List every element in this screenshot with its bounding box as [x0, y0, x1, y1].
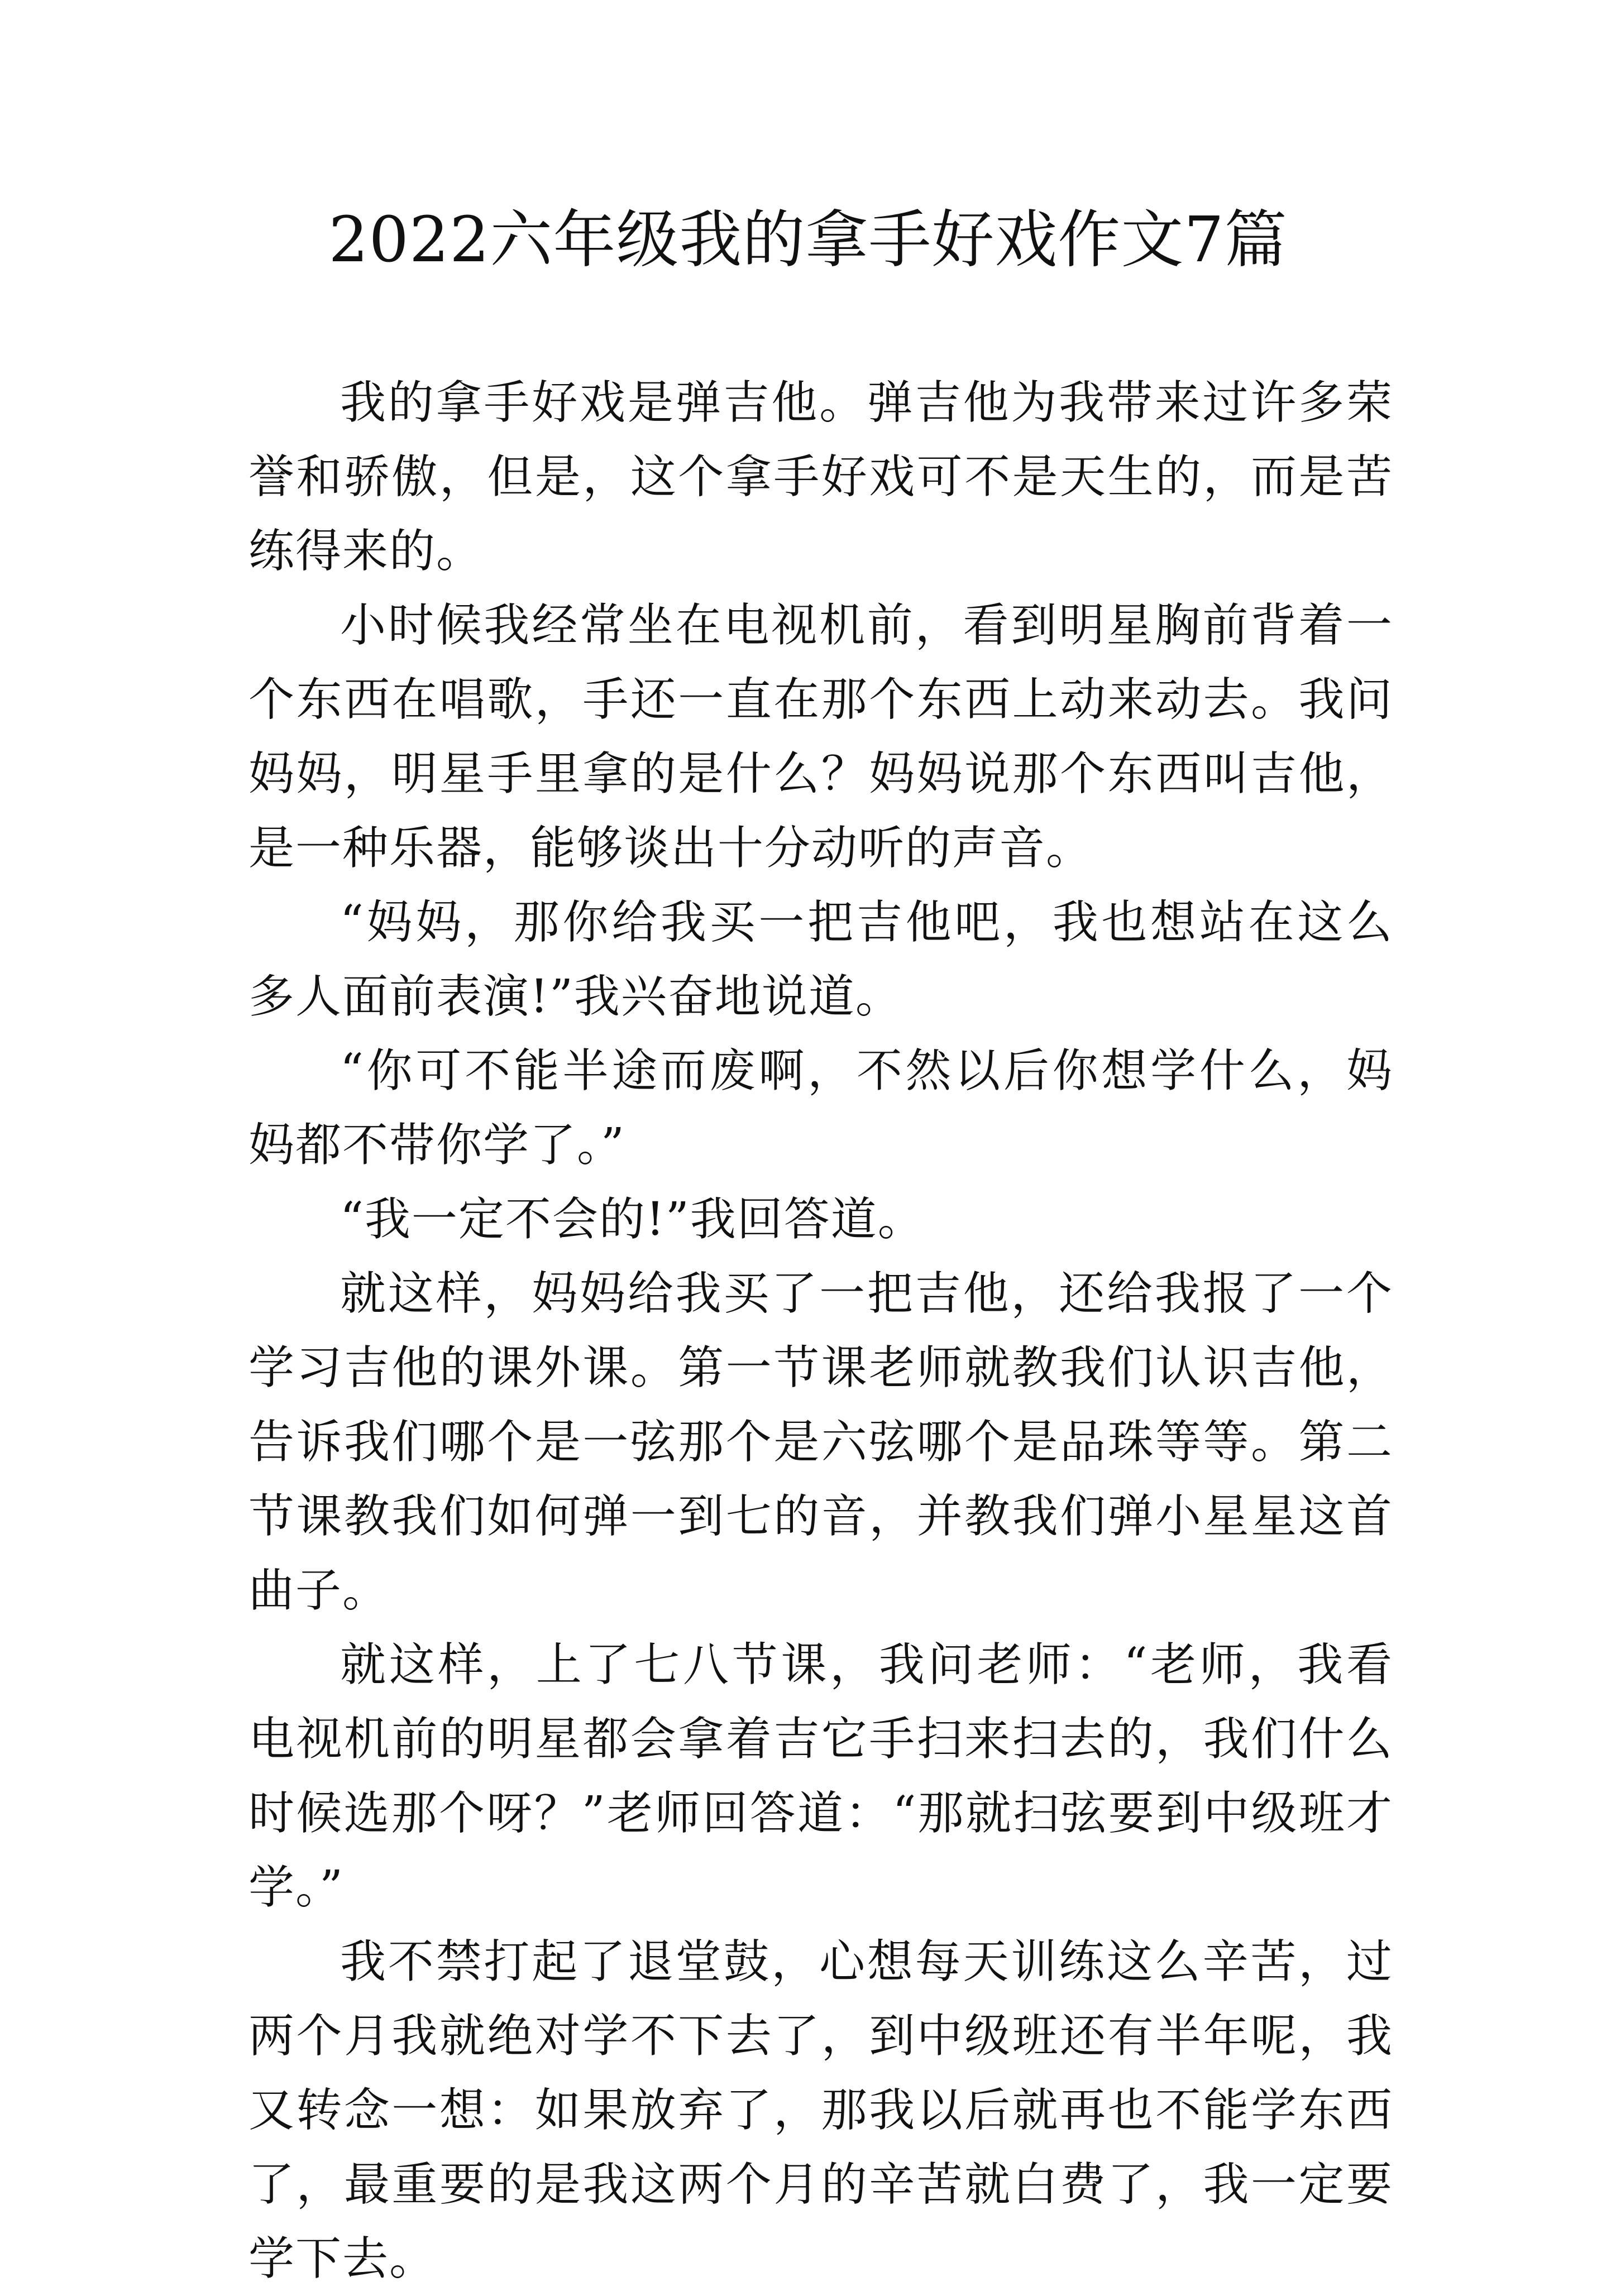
paragraph: 就这样，上了七八节课，我问老师：“老师，我看电视机前的明星都会拿着吉它手扫来扫去的，我们什么时候选那个呀？”老师回答道：“那就扫弦要到中级班才学。” [248, 1638, 1393, 1914]
paragraph: 我不禁打起了退堂鼓，心想每天训练这么辛苦，过两个月我就绝对学不下去了，到中级班还有半年呢，我又转念一想：如果放弃了，那我以后就再也不能学东西了，最重要的是我这两个月的辛苦就白费了，我一定要学下去。 [248, 1935, 1393, 2285]
paragraph: 就这样，妈妈给我买了一把吉他，还给我报了一个学习吉他的课外课。第一节课老师就教我们认识吉他，告诉我们哪个是一弦那个是六弦哪个是品珠等等。第二节课教我们如何弹一到七的音，并教我们弹小星星这首曲子。 [248, 1267, 1393, 1617]
paragraph: “妈妈，那你给我买一把吉他吧，我也想站在这么多人面前表演!”我兴奋地说道。 [248, 896, 1393, 1023]
document-title: 2022六年级我的拿手好戏作文7篇 [328, 204, 1288, 276]
paragraph: 我的拿手好戏是弹吉他。弹吉他为我带来过许多荣誉和骄傲，但是，这个拿手好戏可不是天生的，而是苦练得来的。 [248, 376, 1393, 578]
paragraph: “我一定不会的!”我回答道。 [340, 1193, 925, 1246]
paragraph: “你可不能半途而废啊，不然以后你想学什么，妈妈都不带你学了。” [248, 1044, 1393, 1172]
document-body [248, 366, 1393, 2296]
paragraph: 小时候我经常坐在电视机前，看到明星胸前背着一个东西在唱歌，手还一直在那个东西上动来动去。我问妈妈，明星手里拿的是什么？妈妈说那个东西叫吉他，是一种乐器，能够谈出十分动听的声音。 [248, 599, 1393, 875]
